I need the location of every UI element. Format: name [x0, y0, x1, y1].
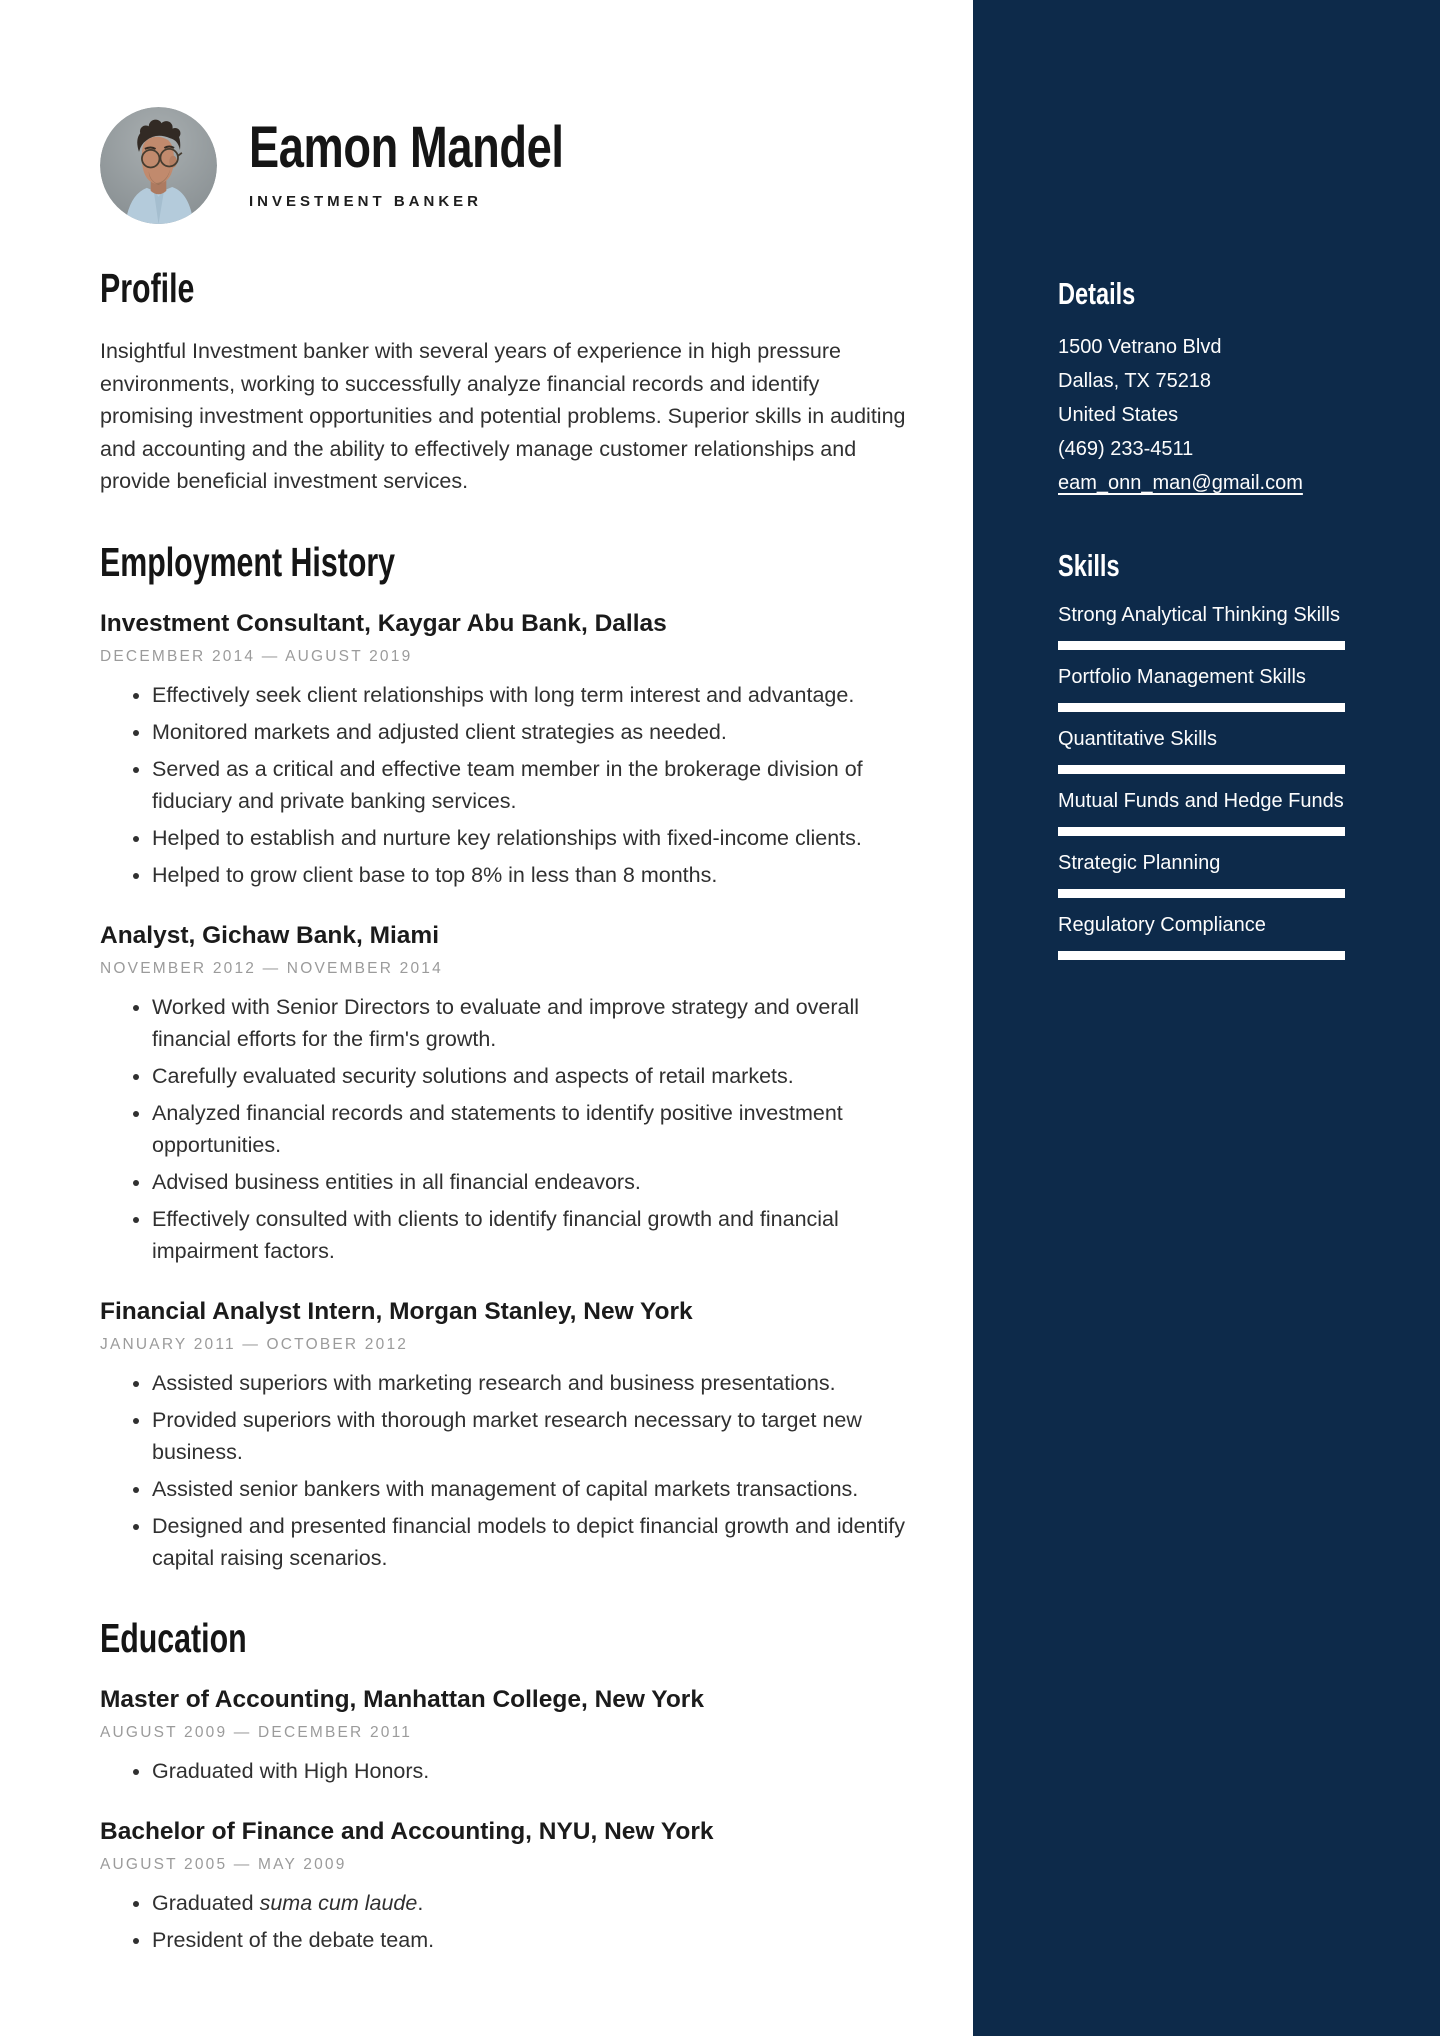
education-heading: Education [100, 1614, 247, 1661]
profile-heading: Profile [100, 265, 195, 311]
section-education [100, 1614, 906, 1956]
job-entry [100, 1297, 906, 1574]
job-title-subtitle: INVESTMENT BANKER [249, 193, 483, 210]
page-title: Eamon Mandel [249, 115, 564, 180]
bullet-item: • Assisted superiors with marketing research and business presentations. [152, 1367, 906, 1399]
skill-level-fill [1058, 951, 1345, 960]
bullet-item: • Effectively consulted with clients to identify financial growth and financial impairment factors. [152, 1203, 906, 1267]
degree-bullets [100, 1755, 906, 1787]
skills-list [1058, 601, 1345, 960]
job-bullets [100, 991, 906, 1267]
job-entry [100, 609, 906, 891]
bullet-item: • Designed and presented financial models to depict financial growth and identify capital raising scenarios. [152, 1510, 906, 1574]
sidebar [973, 0, 1440, 2036]
skill-level-fill [1058, 765, 1345, 774]
bullet-item: • Provided superiors with thorough market research necessary to target new business. [152, 1404, 906, 1468]
degree-title: Master of Accounting, Manhattan College, New York [100, 1685, 704, 1713]
details-section [1058, 278, 1345, 500]
section-employment [100, 538, 906, 1574]
job-bullets [100, 679, 906, 891]
degree-bullets [100, 1887, 906, 1956]
bullet-item: • Analyzed financial records and statements to identify positive investment opportunities. [152, 1097, 906, 1161]
skill-bar [1058, 703, 1345, 712]
avatar [100, 107, 217, 224]
bullet-item: • Monitored markets and adjusted client strategies as needed. [152, 716, 906, 748]
bullet-item: • Worked with Senior Directors to evaluate and improve strategy and overall financial efforts for the firm's growth. [152, 991, 906, 1055]
bullet-text: President of the debate team. [152, 1927, 435, 1952]
job-dates: NOVEMBER 2012 — NOVEMBER 2014 [100, 959, 443, 977]
bullet-item: • Assisted senior bankers with management of capital markets transactions. [152, 1473, 906, 1505]
bullet-text: . [417, 1890, 424, 1915]
country-line: United States [1058, 404, 1179, 426]
job-title: Investment Consultant, Kaygar Abu Bank, Dallas [100, 609, 667, 637]
skill-label: Strategic Planning [1058, 852, 1221, 874]
skill-level-fill [1058, 703, 1345, 712]
skill-label: Quantitative Skills [1058, 728, 1217, 750]
skill-item [1058, 725, 1345, 774]
bullet-item [152, 1887, 906, 1919]
bullet-item: • Helped to establish and nurture key relationships with fixed-income clients. [152, 822, 906, 854]
bullet-item: • Carefully evaluated security solutions and aspects of retail markets. [152, 1060, 906, 1092]
job-dates: DECEMBER 2014 — AUGUST 2019 [100, 647, 413, 665]
skill-level-fill [1058, 889, 1345, 898]
skill-bar [1058, 765, 1345, 774]
address-line: 1500 Vetrano Blvd [1058, 336, 1222, 358]
skill-bar [1058, 889, 1345, 898]
job-title: Financial Analyst Intern, Morgan Stanley, New York [100, 1297, 693, 1325]
section-profile [100, 265, 906, 498]
skills-section [1058, 550, 1345, 960]
job-entry [100, 921, 906, 1267]
bullet-item: • Advised business entities in all financial endeavors. [152, 1166, 906, 1198]
job-dates: JANUARY 2011 — OCTOBER 2012 [100, 1335, 409, 1353]
skill-item [1058, 787, 1345, 836]
details-lines [1058, 330, 1345, 500]
skill-bar [1058, 827, 1345, 836]
education-entry [100, 1685, 906, 1787]
phone-number: (469) 233-4511 [1058, 438, 1194, 460]
skill-label: Regulatory Compliance [1058, 914, 1266, 936]
skill-level-fill [1058, 641, 1345, 650]
skill-label: Strong Analytical Thinking Skills [1058, 604, 1340, 626]
skill-label: Mutual Funds and Hedge Funds [1058, 790, 1344, 812]
details-heading: Details [1058, 276, 1136, 311]
job-title: Analyst, Gichaw Bank, Miami [100, 921, 440, 949]
bullet-item [152, 1924, 906, 1956]
education-entry [100, 1817, 906, 1956]
skill-bar [1058, 951, 1345, 960]
degree-title: Bachelor of Finance and Accounting, NYU, New York [100, 1817, 714, 1845]
bullet-item: • Helped to grow client base to top 8% in less than 8 months. [152, 859, 906, 891]
employment-heading: Employment History [100, 538, 396, 585]
job-bullets [100, 1367, 906, 1574]
skill-item [1058, 601, 1345, 650]
name-block [249, 107, 652, 210]
bullet-italic-text: suma cum laude [259, 1890, 418, 1915]
email-link[interactable]: eam_onn_man@gmail.com [1058, 472, 1303, 494]
skills-heading: Skills [1058, 548, 1120, 583]
skill-item [1058, 663, 1345, 712]
bullet-text: Graduated [152, 1890, 260, 1915]
skill-label: Portfolio Management Skills [1058, 666, 1306, 688]
skill-level-fill [1058, 827, 1345, 836]
skill-item [1058, 849, 1345, 898]
bullet-item: • Graduated with High Honors. [152, 1755, 906, 1787]
degree-dates: AUGUST 2009 — DECEMBER 2011 [100, 1723, 413, 1741]
header [100, 107, 906, 224]
skill-item [1058, 911, 1345, 960]
bullet-item: • Effectively seek client relationships with long term interest and advantage. [152, 679, 906, 711]
portrait-photo-icon [100, 107, 217, 224]
address-line: Dallas, TX 75218 [1058, 370, 1212, 392]
bullet-item: • Served as a critical and effective team member in the brokerage division of fiduciary and private banking services. [152, 753, 906, 817]
profile-text: Insightful Investment banker with several years of experience in high pressure environments, working to successfully analyze financial records and identify promising investment opportunities and potential problems. Superior skills in auditing and accounting and the ability to effectively manage customer relationships and provide beneficial investment services. [100, 339, 906, 493]
skill-bar [1058, 641, 1345, 650]
degree-dates: AUGUST 2005 — MAY 2009 [100, 1855, 347, 1873]
